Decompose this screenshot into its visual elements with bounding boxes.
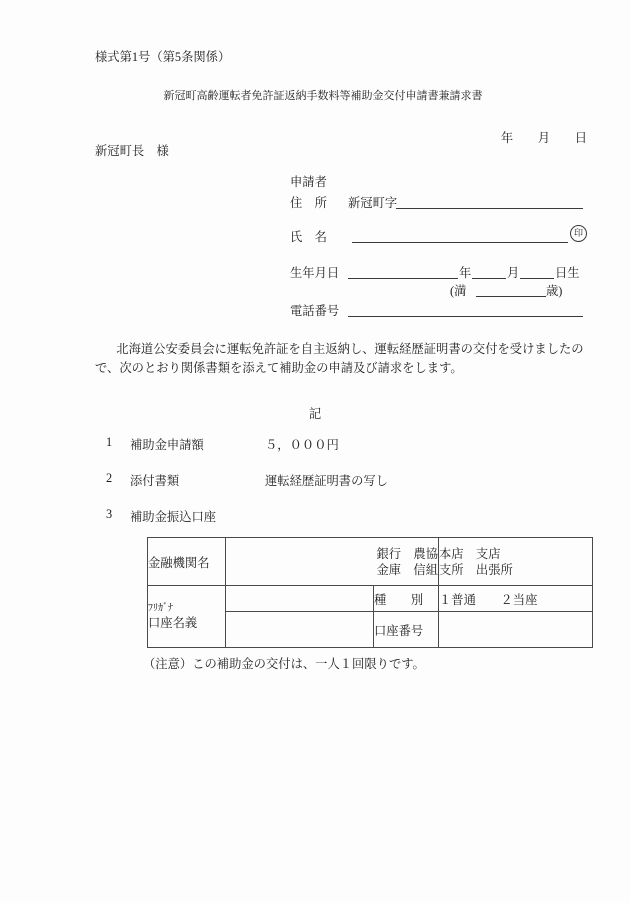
body-paragraph bbox=[95, 340, 595, 377]
applicant-heading: 申請者 bbox=[290, 175, 327, 189]
phone-field-line bbox=[348, 301, 583, 317]
institution-type-line2: 金庫 信組 bbox=[376, 562, 438, 577]
account-number-label-cell: 口座番号 bbox=[374, 612, 439, 648]
account-holder-input-cell bbox=[226, 586, 374, 612]
body-line-1: 北海道公安委員会に運転免許証を自主返納し、運転経歴証明書の交付を受けましたの bbox=[104, 342, 584, 356]
account-number-input-cell bbox=[439, 612, 593, 648]
branch-type-cell bbox=[439, 538, 593, 586]
birth-month-field-line bbox=[472, 263, 506, 279]
item-value-attachments: 運転経歴証明書の写し bbox=[265, 474, 388, 488]
birthdate-label: 生年月日 bbox=[290, 266, 340, 280]
account-type-options-cell: １普通 ２当座 bbox=[439, 586, 593, 612]
address-label: 住 所 bbox=[290, 196, 327, 210]
document-title: 新冠町高齢運転者免許証返納手数料等補助金交付申請書兼請求書 bbox=[163, 90, 483, 102]
note-text: （注意）この補助金の交付は、一人１回限りです。 bbox=[143, 657, 425, 671]
birth-year-suffix: 年 bbox=[459, 266, 472, 280]
birth-day-suffix: 日生 bbox=[555, 266, 580, 280]
section-marker-ki: 記 bbox=[308, 407, 322, 421]
addressee: 新冠町長 様 bbox=[95, 144, 169, 158]
body-line-2: で、次のとおり関係書類を添えて補助金の申請及び請求をします。 bbox=[95, 360, 463, 375]
age-prefix: (満 bbox=[450, 284, 467, 298]
age-field-line bbox=[476, 281, 546, 297]
name-label: 氏 名 bbox=[290, 230, 327, 244]
institution-type-cell bbox=[226, 538, 439, 586]
birth-day-field-line bbox=[520, 263, 554, 279]
bank-account-table bbox=[147, 537, 593, 648]
item-label-subsidy-amount: 補助金申請額 bbox=[130, 438, 204, 452]
account-holder-label: 口座名義 bbox=[148, 615, 198, 630]
form-number: 様式第1号（第5条関係） bbox=[95, 50, 231, 64]
item-label-attachments: 添付書類 bbox=[130, 474, 180, 488]
item-number: 2 bbox=[106, 471, 113, 485]
age-suffix: 歳) bbox=[546, 284, 563, 298]
institution-type-line1: 銀行 農協 bbox=[376, 546, 438, 561]
item-number: 3 bbox=[106, 507, 113, 521]
date-line: 年 月 日 bbox=[500, 131, 587, 145]
address-field-line bbox=[396, 193, 583, 209]
item-number: 1 bbox=[106, 435, 113, 449]
item-label-transfer-account: 補助金振込口座 bbox=[130, 510, 217, 524]
birth-month-suffix: 月 bbox=[507, 266, 520, 280]
phone-label: 電話番号 bbox=[290, 304, 340, 318]
branch-type-line1: 本店 支店 bbox=[439, 546, 501, 561]
branch-type-line2: 支所 出張所 bbox=[439, 562, 513, 577]
birth-year-field-line bbox=[348, 263, 458, 279]
account-holder-input-cell-2 bbox=[226, 612, 374, 648]
account-type-label-cell: 種 別 bbox=[374, 586, 439, 612]
item-value-subsidy-amount: ５，０００円 bbox=[265, 438, 339, 452]
name-field-line bbox=[352, 227, 568, 243]
furigana-label: ﾌﾘｶﾞﾅ bbox=[148, 602, 173, 614]
seal-icon: 印 bbox=[570, 225, 587, 242]
address-prefix: 新冠町字 bbox=[348, 196, 398, 210]
financial-institution-label-cell: 金融機関名 bbox=[148, 538, 226, 586]
account-holder-label-cell bbox=[148, 586, 226, 648]
